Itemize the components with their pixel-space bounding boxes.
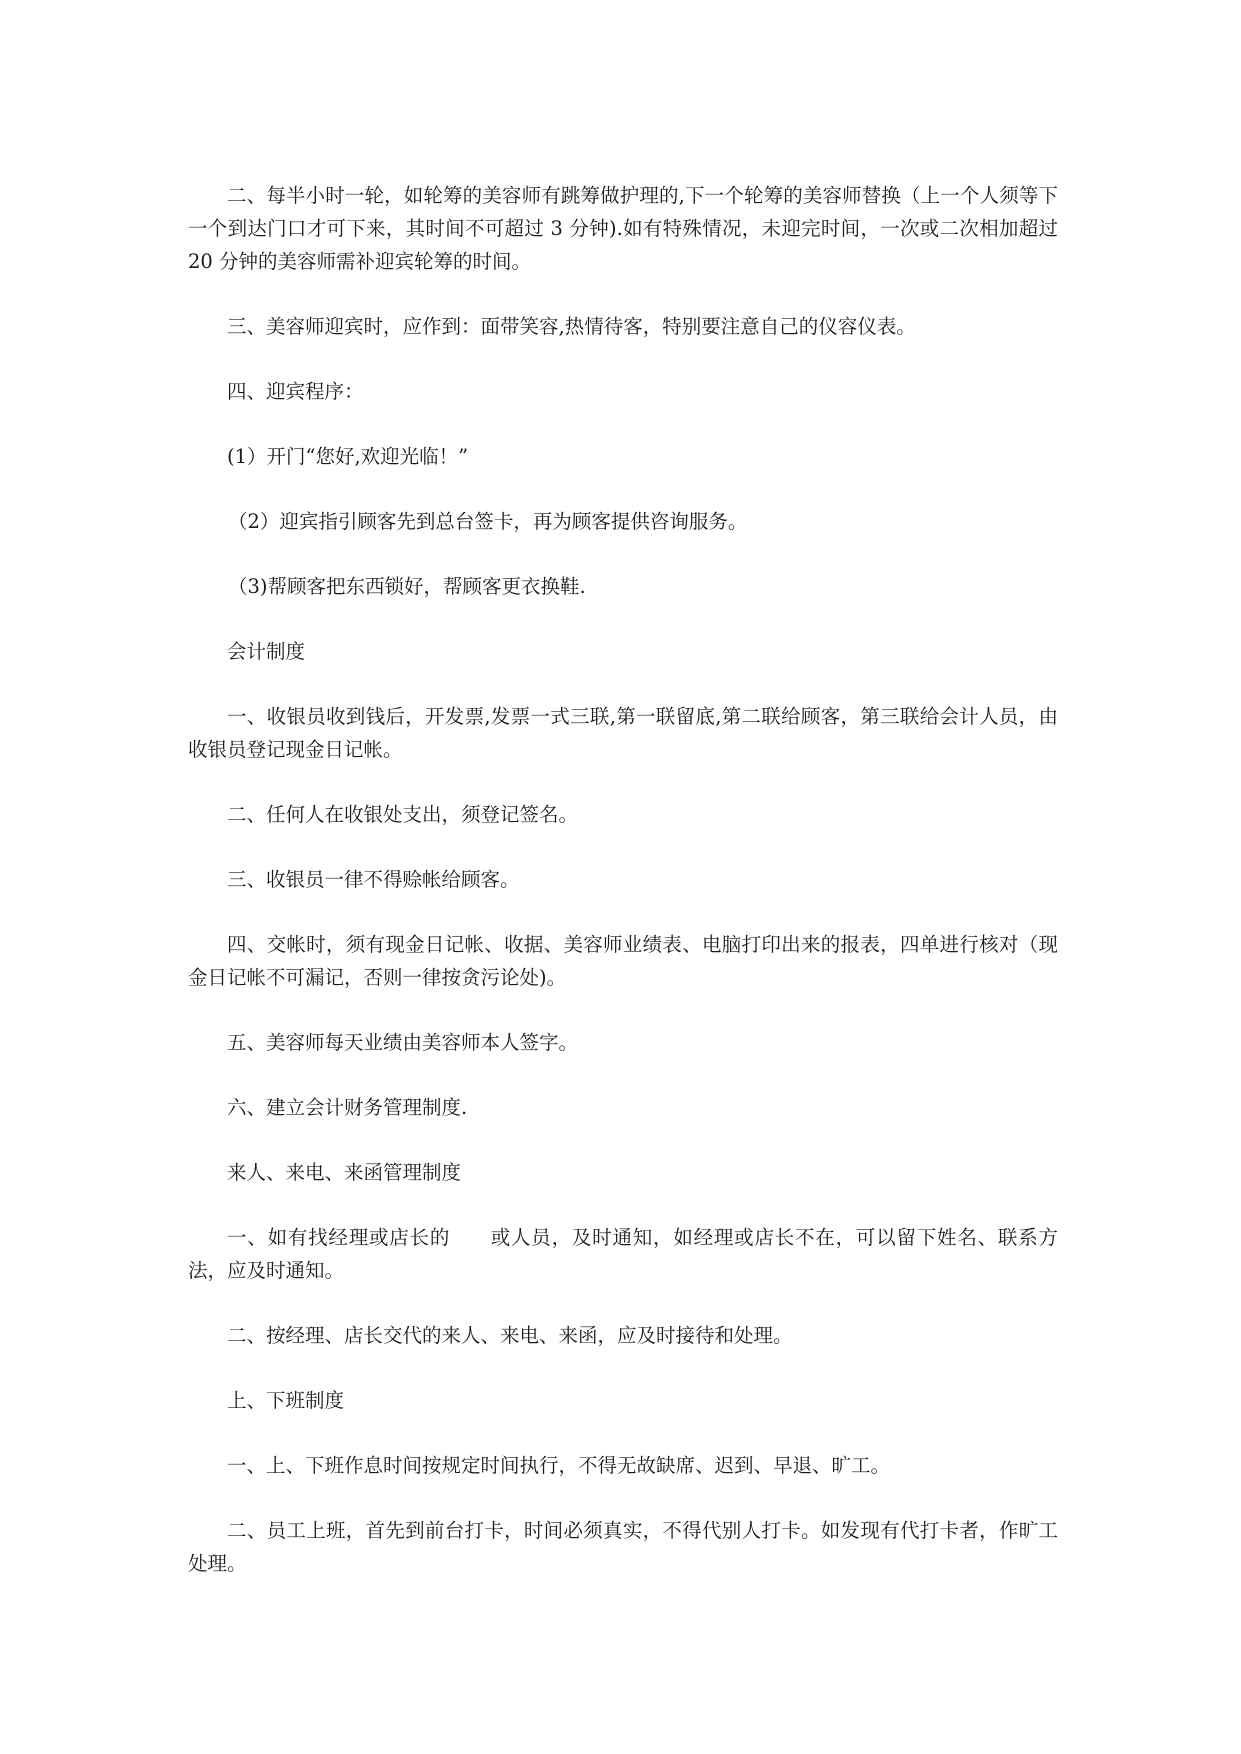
- paragraph-visitors-1: 一、如有找经理或店长的 或人员，及时通知，如经理或店长不在，可以留下姓名、联系方法，应及时通知。: [188, 1226, 1058, 1282]
- document-body: [188, 179, 1058, 1580]
- paragraph-rotation-rule: 二、每半小时一轮，如轮筹的美容师有跳筹做护理的,下一个轮筹的美容师替换（上一个人须等下一个到达门口才可下来，其时间不可超过 3 分钟).如有特殊情况，未迎完时间，一次或二次相加超过 20 分钟的美容师需补迎宾轮筹的时间。: [188, 184, 1058, 273]
- section-heading-accounting: 会计制度: [227, 640, 306, 663]
- paragraph-procedure-step-3: （3)帮顾客把东西锁好，帮顾客更衣换鞋.: [228, 575, 586, 598]
- paragraph-accounting-5: 五、美容师每天业绩由美容师本人签字。: [227, 1031, 579, 1054]
- paragraph-accounting-4: 四、交帐时，须有现金日记帐、收据、美容师业绩表、电脑打印出来的报表，四单进行核对（现金日记帐不可漏记，否则一律按贪污论处)。: [188, 933, 1058, 989]
- paragraph-attendance-2: 二、员工上班，首先到前台打卡，时间必须真实，不得代别人打卡。如发现有代打卡者，作旷工处理。: [188, 1519, 1058, 1575]
- section-heading-visitors: 来人、来电、来函管理制度: [227, 1161, 462, 1184]
- paragraph-procedure-step-2: （2）迎宾指引顾客先到总台签卡，再为顾客提供咨询服务。: [228, 510, 748, 533]
- section-heading-attendance: 上、下班制度: [227, 1389, 345, 1412]
- paragraph-accounting-2: 二、任何人在收银处支出，须登记签名。: [227, 803, 579, 826]
- paragraph-greeting-requirements: 三、美容师迎宾时，应作到：面带笑容,热情待客，特别要注意自己的仪容仪表。: [227, 315, 916, 338]
- paragraph-accounting-1: 一、收银员收到钱后，开发票,发票一式三联,第一联留底,第二联给顾客，第三联给会计人员，由收银员登记现金日记帐。: [188, 705, 1058, 761]
- paragraph-procedure-step-1: (1）开门“您好,欢迎光临！”: [227, 445, 469, 468]
- paragraph-accounting-3: 三、收银员一律不得赊帐给顾客。: [227, 868, 520, 891]
- paragraph-accounting-6: 六、建立会计财务管理制度.: [227, 1096, 468, 1119]
- paragraph-attendance-1: 一、上、下班作息时间按规定时间执行，不得无故缺席、迟到、早退、旷工。: [227, 1454, 891, 1477]
- paragraph-greeting-procedure-heading: 四、迎宾程序：: [227, 380, 364, 403]
- paragraph-visitors-2: 二、按经理、店长交代的来人、来电、来函，应及时接待和处理。: [227, 1324, 793, 1347]
